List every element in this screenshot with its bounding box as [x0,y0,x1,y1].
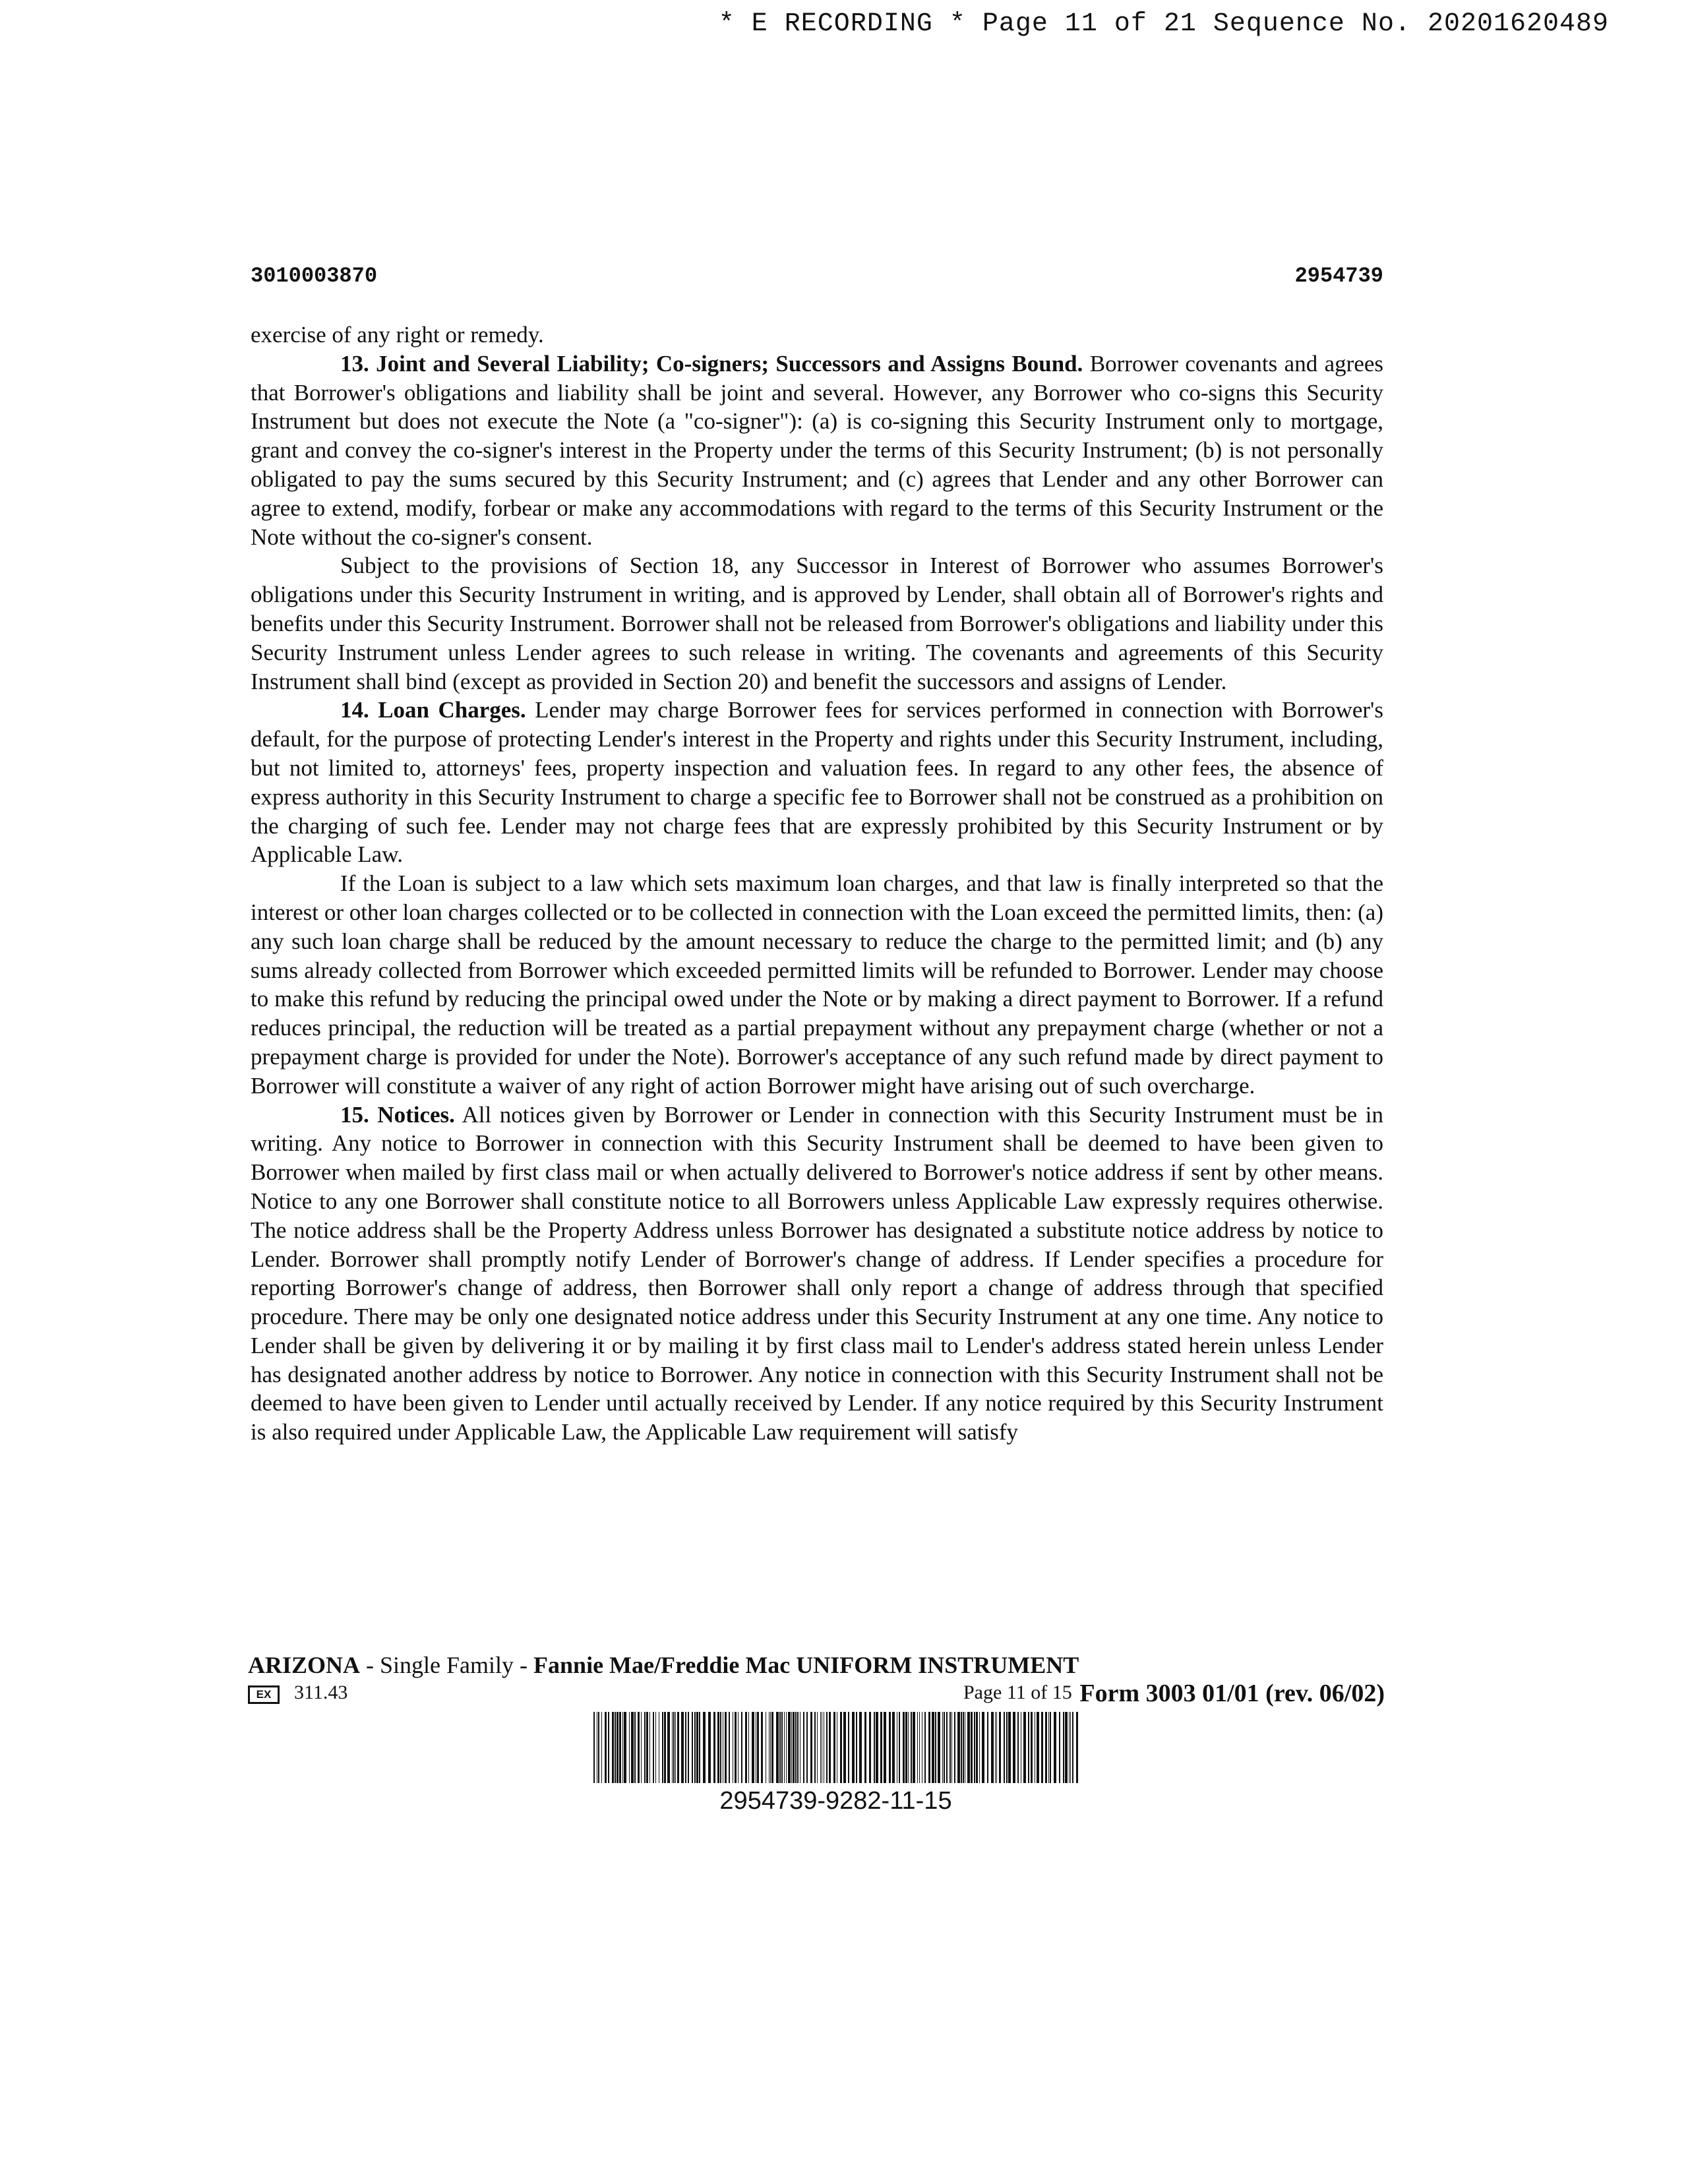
footer-separator: - [514,1652,534,1678]
paragraph-text: Subject to the provisions of Section 18, any Successor in Interest of Borrower who assumes Borrower's obligations under this Security Instrument in writing, and is approved by Lender, shall obtain all of Borrower's rights and benefits under this Security Instrument. Borrower shall not be released from Borrower's obligations and liability under this Security Instrument unless Lender agrees to such release in writing. The covenants and agreements of this Security Instrument shall bind (except as provided in Section 20) and benefit the successors and assigns of Lender. [251,553,1384,694]
document-identifiers [251,264,1383,288]
paragraph [251,869,1383,1100]
footer-family-type: Single Family [380,1652,514,1678]
footer-state: ARIZONA [248,1652,361,1678]
loan-number: 3010003870 [251,264,378,288]
paragraph [251,1101,1383,1447]
recording-header: * E RECORDING * Page 11 of 21 Sequence No. 20201620489 [718,9,1609,39]
document-number: 2954739 [1294,264,1383,288]
form-footer [248,1682,1385,1708]
section-heading: 15. Notices. [340,1101,455,1128]
section-heading: 14. Loan Charges. [340,697,526,723]
page-number: Page 11 of 15 [963,1682,1072,1703]
footer-instrument: Fannie Mae/Freddie Mac UNIFORM INSTRUMENT [533,1652,1079,1678]
paragraph-text: exercise of any right or remedy. [251,322,544,348]
footer-separator: - [360,1652,380,1678]
ellie-mae-logo-icon: EX [248,1685,280,1704]
section-heading: 13. Joint and Several Liability; Co-signers; Successors and Assigns Bound. [340,350,1083,377]
paragraph-text: Borrower covenants and agrees that Borrower's obligations and liability shall be joint and several. However, any Borrower who co-signs this Security Instrument but does not execute the Note (a "co-signer"): (a) is co-signing this Security Instrument only to mortgage, grant and convey the co-signer's interest in the Property under the terms of this Security Instrument; (b) is not personally obligated to pay the sums secured by this Security Instrument; and (c) agrees that Lender and any other Borrower can agree to extend, modify, forbear or make any accommodations with regard to the terms of this Security Instrument or the Note without the co-signer's consent. [251,350,1384,550]
document-body [251,320,1383,1447]
form-number: Form 3003 01/01 (rev. 06/02) [1079,1680,1385,1707]
barcode-icon [593,1712,1078,1783]
form-code: 311.43 [294,1682,348,1703]
paragraph [251,320,1383,349]
paragraph-text: If the Loan is subject to a law which sets maximum loan charges, and that law is finally interpreted so that the interest or other loan charges collected or to be collected in connection with the Loan exceed the permitted limits, then: (a) any such loan charge shall be reduced by the amount necessary to reduce the charge to the permitted limit; and (b) any sums already collected from Borrower which exceeded permitted limits will be refunded to Borrower. Lender may choose to make this refund by reducing the principal owed under the Note or by making a direct payment to Borrower. If a refund reduces principal, the reduction will be treated as a partial prepayment without any prepayment charge (whether or not a prepayment charge is provided for under the Note). Borrower's acceptance of any such refund made by direct payment to Borrower will constitute a waiver of any right of action Borrower might have arising out of such overcharge. [251,870,1383,1099]
paragraph [251,696,1383,869]
paragraph [251,551,1383,696]
form-title [248,1651,1079,1679]
paragraph-text: Lender may charge Borrower fees for services performed in connection with Borrower's default, for the purpose of protecting Lender's interest in the Property and rights under this Security Instrument, including, but not limited to, attorneys' fees, property inspection and valuation fees. In regard to any other fees, the absence of express authority in this Security Instrument to charge a specific fee to Borrower shall not be construed as a prohibition on the charging of such fee. Lender may not charge fees that are expressly prohibited by this Security Instrument or by Applicable Law. [251,697,1383,868]
barcode-number: 2954739-9282-11-15 [719,1787,952,1815]
paragraph-text: All notices given by Borrower or Lender in connection with this Security Instrument must be in writing. Any notice to Borrower in connection with this Security Instrument shall be deemed to have been given to Borrower when mailed by first class mail or when actually delivered to Borrower's notice address if sent by other means. Notice to any one Borrower shall constitute notice to all Borrowers unless Applicable Law expressly requires otherwise. The notice address shall be the Property Address unless Borrower has designated a substitute notice address by notice to Lender. Borrower shall promptly notify Lender of Borrower's change of address. If Lender specifies a procedure for reporting Borrower's change of address, then Borrower shall only report a change of address through that specified procedure. There may be only one designated notice address under this Security Instrument at any one time. Any notice to Lender shall be given by delivering it or by mailing it by first class mail to Lender's address stated herein unless Lender has designated another address by notice to Borrower. Any notice in connection with this Security Instrument shall not be deemed to have been given to Lender until actually received by Lender. If any notice required by this Security Instrument is also required under Applicable Law, the Applicable Law requirement will satisfy [251,1101,1383,1445]
paragraph [251,349,1383,552]
